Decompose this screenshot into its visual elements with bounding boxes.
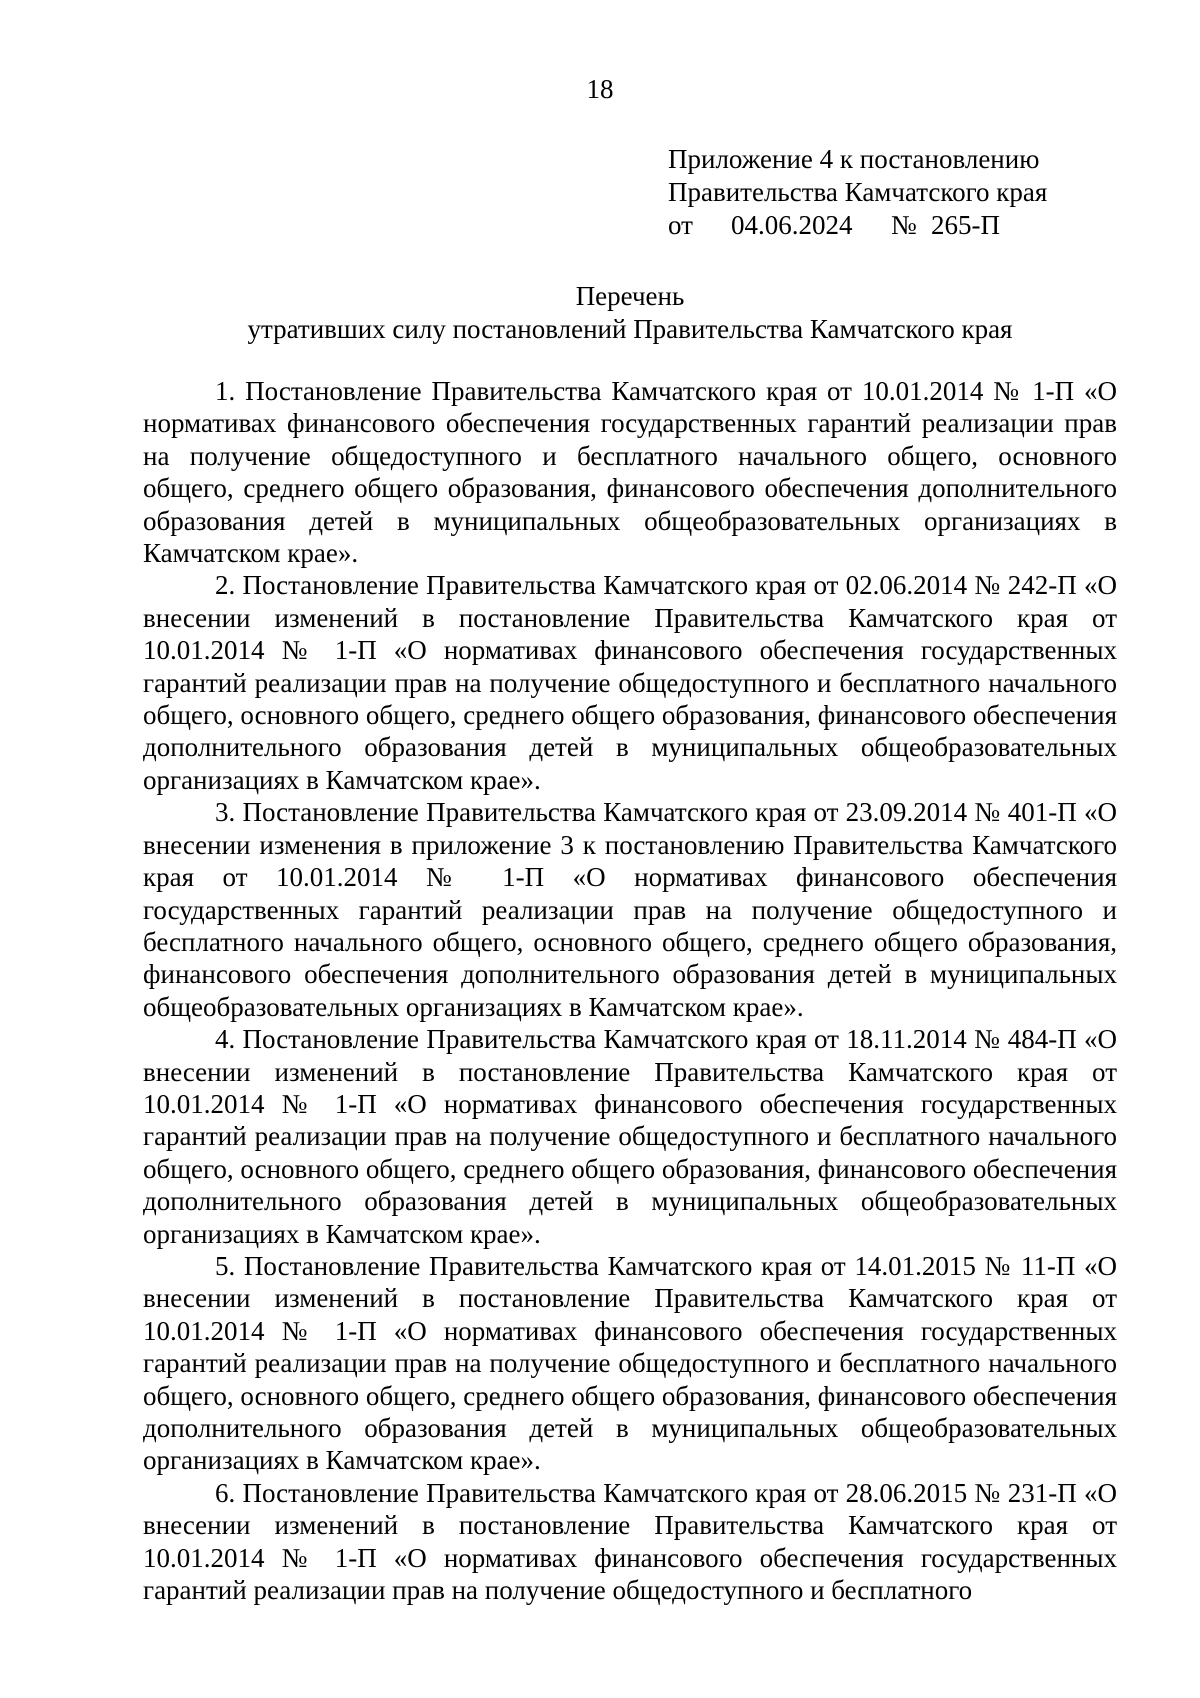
list-item: 3. Постановление Правительства Камчатского края от 23.09.2014 № 401-П «О внесении изменения в приложение 3 к постановлению Правительства Камчатского края от 10.01.2014 № 1-П «О нормативах финансового обеспечения государственных гарантий реализации прав на получение общедоступного и бесплатного начального общего, основного общего, среднего общего образования, финансового обеспечения дополнительного образования детей в муниципальных общеобразовательных организациях в Камчатском крае». [143,797,1117,1022]
appendix-line-2: Правительства Камчатского края [668,177,1048,207]
appendix-date-prefix: от [668,210,693,240]
page-number: 18 [586,74,614,104]
title-line-1: Перечень [575,281,685,311]
appendix-line-1: Приложение 4 к постановлению [668,144,1040,174]
list-item: 1. Постановление Правительства Камчатского края от 10.01.2014 № 1-П «О нормативах финансового обеспечения государственных гарантий реализации прав на получение общедоступного и бесплатного начального общего, основного общего, среднего общего образования, финансового обеспечения дополнительного образования детей в муниципальных общеобразовательных организациях в Камчатском крае». [143,376,1117,569]
list-item: 6. Постановление Правительства Камчатского края от 28.06.2015 № 231-П «О внесении изменений в постановление Правительства Камчатского края от 10.01.2014 № 1-П «О нормативах финансового обеспечения государственных гарантий реализации прав на получение общедоступного и бесплатного [143,1477,1117,1606]
appendix-date: 04.06.2024 [731,210,853,240]
document-title [143,280,1117,346]
list-item: 5. Постановление Правительства Камчатского края от 14.01.2015 № 11-П «О внесении изменений в постановление Правительства Камчатского края от 10.01.2014 № 1-П «О нормативах финансового обеспечения государственных гарантий реализации прав на получение общедоступного и бесплатного начального общего, основного общего, среднего общего образования, финансового обеспечения дополнительного образования детей в муниципальных общеобразовательных организациях в Камчатском крае». [143,1250,1117,1476]
appendix-line-3 [668,209,1148,242]
title-line-2: утративших силу постановлений Правительства Камчатского края [247,314,1013,344]
appendix-number-label: № [891,210,917,240]
appendix-number: 265-П [931,210,1000,240]
list-item: 2. Постановление Правительства Камчатского края от 02.06.2014 № 242-П «О внесении изменений в постановление Правительства Камчатского края от 10.01.2014 № 1-П «О нормативах финансового обеспечения государственных гарантий реализации прав на получение общедоступного и бесплатного начального общего, основного общего, среднего общего образования, финансового обеспечения дополнительного образования детей в муниципальных общеобразовательных организациях в Камчатском крае». [143,570,1117,795]
appendix-reference [668,143,1148,242]
document-body [143,375,1117,1606]
list-item: 4. Постановление Правительства Камчатского края от 18.11.2014 № 484-П «О внесении изменений в постановление Правительства Камчатского края от 10.01.2014 № 1-П «О нормативах финансового обеспечения государственных гарантий реализации прав на получение общедоступного и бесплатного начального общего, основного общего, среднего общего образования, финансового обеспечения дополнительного образования детей в муниципальных общеобразовательных организациях в Камчатском крае». [143,1024,1117,1249]
